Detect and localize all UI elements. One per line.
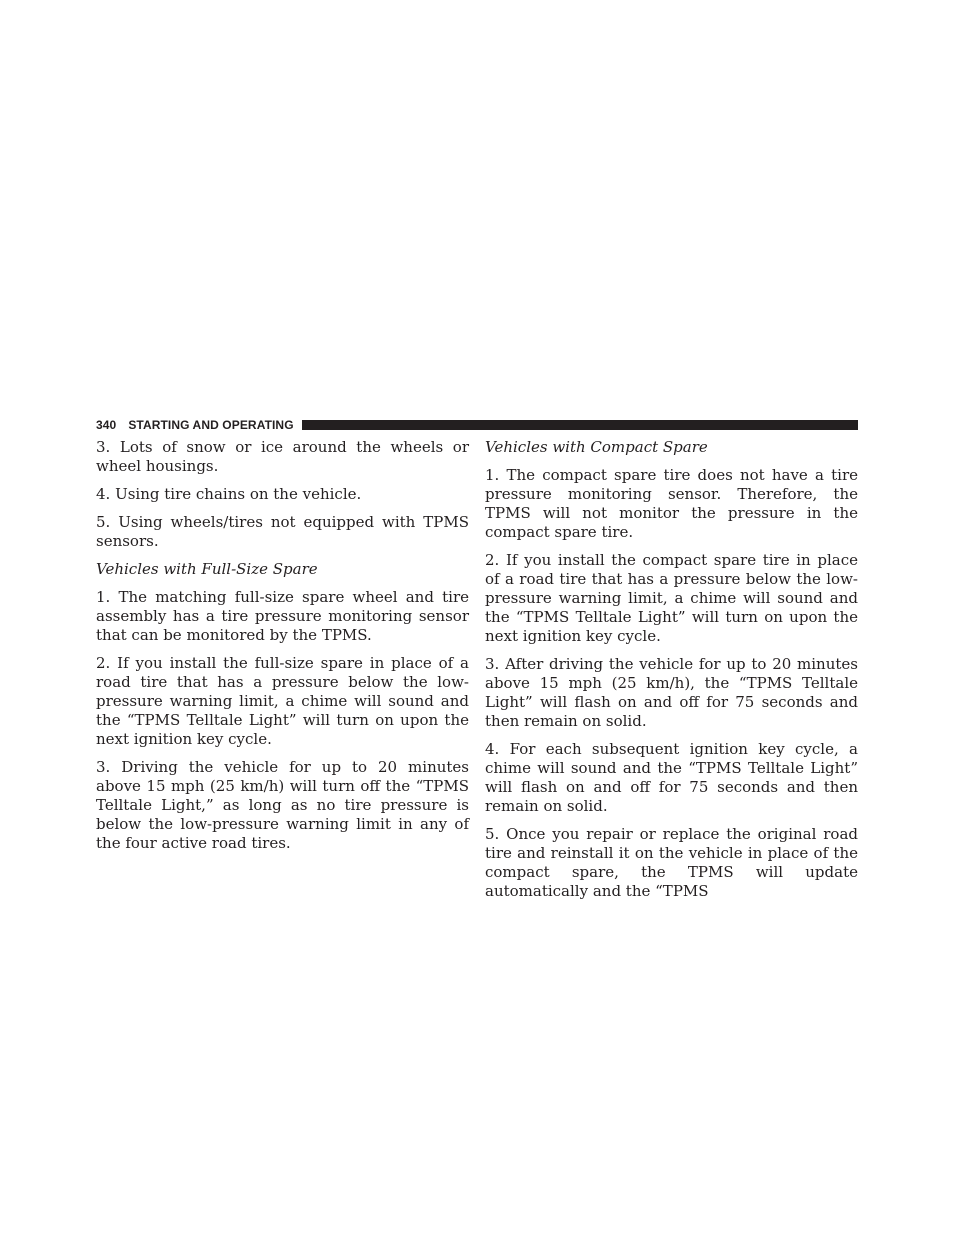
right-column	[485, 438, 858, 910]
subheading-full-size-spare: Vehicles with Full-Size Spare	[96, 560, 318, 578]
paragraph: 1. The matching full-size spare wheel and tire assembly has a tire pressure monitoring sensor that can be monitored by the TPMS.	[96, 588, 469, 644]
paragraph: 3. Lots of snow or ice around the wheels or wheel housings.	[96, 438, 469, 475]
paragraph: 5. Using wheels/tires not equipped with TPMS sensors.	[96, 513, 469, 550]
page-header	[96, 417, 858, 433]
paragraph: 2. If you install the full-size spare in place of a road tire that has a pressure below the low-pressure warning limit, a chime will sound and the “TPMS Telltale Light” will turn on upon the next ignition key cycle.	[96, 654, 469, 748]
left-column	[96, 438, 469, 862]
paragraph: 2. If you install the compact spare tire in place of a road tire that has a pressure below the low-pressure warning limit, a chime will sound and the “TPMS Telltale Light” will turn on upon the next ignition key cycle.	[485, 551, 858, 645]
subheading-compact-spare: Vehicles with Compact Spare	[485, 438, 708, 456]
paragraph: 3. Driving the vehicle for up to 20 minutes above 15 mph (25 km/h) will turn off the “TPMS Telltale Light,” as long as no tire pressure is below the low-pressure warning limit in any of the four active road tires.	[96, 758, 469, 852]
section-title: STARTING AND OPERATING	[128, 418, 294, 432]
page-number: 340	[96, 418, 117, 432]
paragraph: 1. The compact spare tire does not have a tire pressure monitoring sensor. Therefore, the TPMS will not monitor the pressure in the compact spare tire.	[485, 466, 858, 541]
paragraph: 5. Once you repair or replace the original road tire and reinstall it on the vehicle in place of the compact spare, the TPMS will update automatically and the “TPMS	[485, 825, 858, 900]
header-rule	[302, 420, 858, 430]
paragraph: 4. Using tire chains on the vehicle.	[96, 485, 362, 503]
paragraph: 4. For each subsequent ignition key cycle, a chime will sound and the “TPMS Telltale Light” will flash on and off for 75 seconds and then remain on solid.	[485, 740, 858, 815]
paragraph: 3. After driving the vehicle for up to 20 minutes above 15 mph (25 km/h), the “TPMS Telltale Light” will flash on and off for 75 seconds and then remain on solid.	[485, 655, 858, 730]
